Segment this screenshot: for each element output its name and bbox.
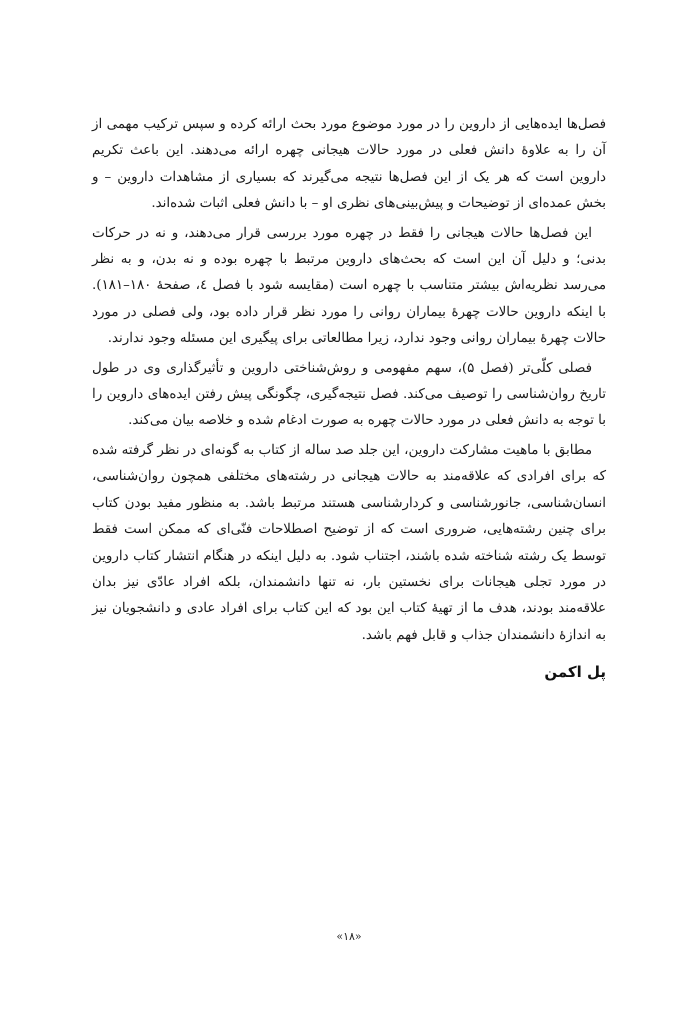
body-text [92, 112, 606, 683]
paragraph-2: این فصل‌ها حالات هیجانی را فقط در چهره مورد بررسی قرار می‌دهند، و نه در حرکات بدنی؛ و دلیل آن این است که بحث‌های داروین مرتبط با چهره بوده و نه بدن، و به نظر می‌رسد نظریه‌اش بیشتر متناسب با چهره است (مقایسه شود با فصل ٤، صفحهٔ ۱۸۰–۱۸۱). با اینکه داروین حالات چهرهٔ بیماران روانی را مورد نظر قرار داده بود، ولی فصلی در مورد حالات چهرهٔ بیماران روانی وجود ندارد، زیرا مطالعاتی برای پیگیری این مسئله وجود ندارند. [92, 225, 606, 347]
author-signature: پل اکمن [544, 663, 606, 682]
paragraph-1: فصل‌ها ایده‌هایی از داروین را در مورد موضوع مورد بحث ارائه کرده و سپس ترکیب مهمی از آن را به علاوهٔ دانش فعلی در مورد حالات هیجانی چهره ارائه می‌دهند. این باعث تکریم داروین است که هر یک از این فصل‌ها نتیجه می‌گیرند که بسیاری از مشاهدات داروین – و بخش عمده‌ای از توضیحات و پیش‌بینی‌های نظری او – با دانش فعلی اثبات شده‌اند. [92, 117, 606, 212]
paragraph-4: مطابق با ماهیت مشارکت داروین، این جلد صد ساله از کتاب به گونه‌ای در نظر گرفته شده که برای افرادی که علاقه‌مند به حالات هیجانی در رشته‌های مختلفی همچون روان‌شناسی، انسان‌شناسی، جانورشناسی و کردارشناسی هستند مرتبط باشد. به منظور مفید بودن کتاب برای چنین رشته‌هایی، ضروری است که از توضیح اصطلاحات فنّی‌ای که ممکن است فقط توسط یک رشته شناخته شده باشند، اجتناب شود. به دلیل اینکه در هنگام انتشار کتاب داروین در مورد تجلی هیجانات برای نخستین بار، نه تنها دانشمندان، بلکه افراد عادّی نیز بدان علاقه‌مند بودند، هدف ما از تهیهٔ کتاب این بود که این کتاب برای افراد عادی و دانشجویان نیز به اندازهٔ دانشمندان جذاب و قابل فهم باشد. [92, 442, 606, 643]
paragraph-3: فصلی کلّی‌تر (فصل ۵)، سهم مفهومی و روش‌شناختی داروین و تأثیرگذاری وی در طول تاریخ روان‌شناسی را توصیف می‌کند. فصل نتیجه‌گیری، چگونگی پیش رفتن ایده‌های داروین را با توجه به دانش فعلی در مورد حالات چهره به صورت ادغام شده و خلاصه بیان می‌کند. [92, 360, 606, 429]
page-number: «۱۸» [336, 930, 362, 943]
